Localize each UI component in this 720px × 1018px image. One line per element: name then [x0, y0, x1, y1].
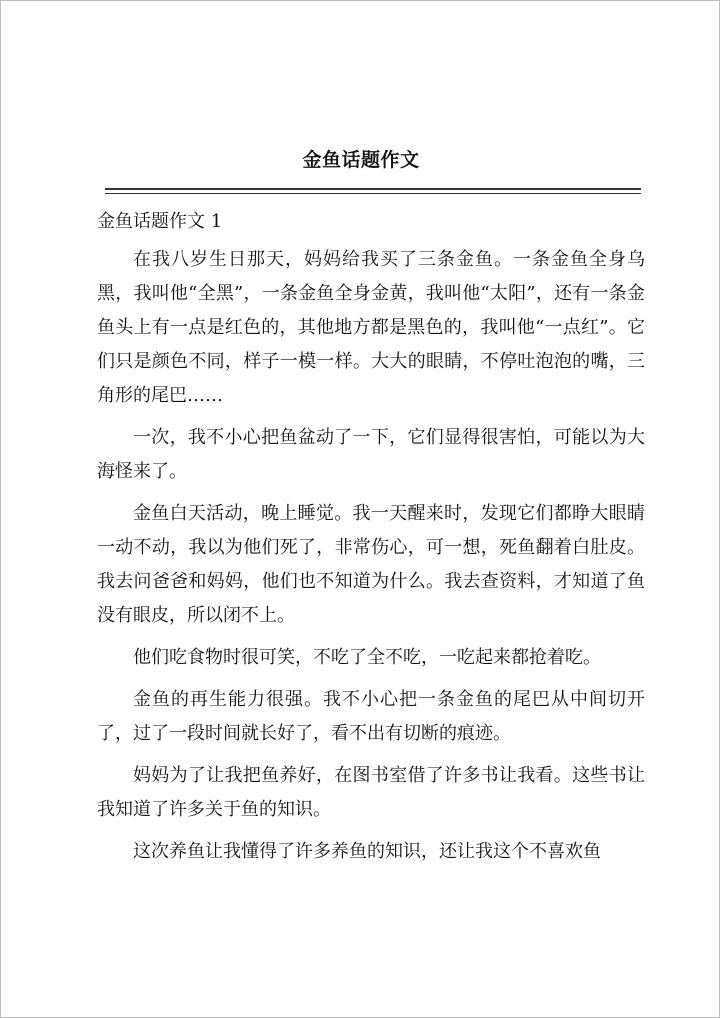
document-title: 金鱼话题作文 — [302, 149, 420, 171]
document-body — [97, 204, 645, 877]
paragraph: 这次养鱼让我懂得了许多养鱼的知识，还让我这个不喜欢鱼 — [133, 841, 601, 862]
paragraph: 他们吃食物时很可笑，不吃了全不吃，一吃起来都抢着吃。 — [133, 647, 601, 668]
paragraph: 金鱼的再生能力很强。我不小心把一条金鱼的尾巴从中间切开了，过了一段时间就长好了，看不出有切断的痕迹。 — [97, 689, 645, 744]
paragraph: 金鱼白天活动，晚上睡觉。我一天醒来时，发现它们都睁大眼睛一动不动，我以为他们死了，非常伤心，可一想，死鱼翻着白肚皮。我去问爸爸和妈妈，他们也不知道为什么。我去查资料，才知道了鱼没有眼皮，所以闭不上。 — [97, 503, 645, 626]
section-heading: 金鱼话题作文 1 — [97, 211, 223, 232]
paragraph: 一次，我不小心把鱼盆动了一下，它们显得很害怕，可能以为大海怪来了。 — [97, 427, 645, 482]
paragraph: 在我八岁生日那天，妈妈给我买了三条金鱼。一条金鱼全身乌黑，我叫他“全黑”，一条金鱼全身金黄，我叫他“太阳”，还有一条金鱼头上有一点是红色的，其他地方都是黑色的，我叫他“一点红”。它们只是颜色不同，样子一模一样。大大的眼睛，不停吐泡泡的嘴，三角形的尾巴…… — [97, 249, 645, 406]
title-divider — [105, 188, 641, 194]
paragraph: 妈妈为了让我把鱼养好，在图书室借了许多书让我看。这些书让我知道了许多关于鱼的知识。 — [97, 765, 645, 820]
